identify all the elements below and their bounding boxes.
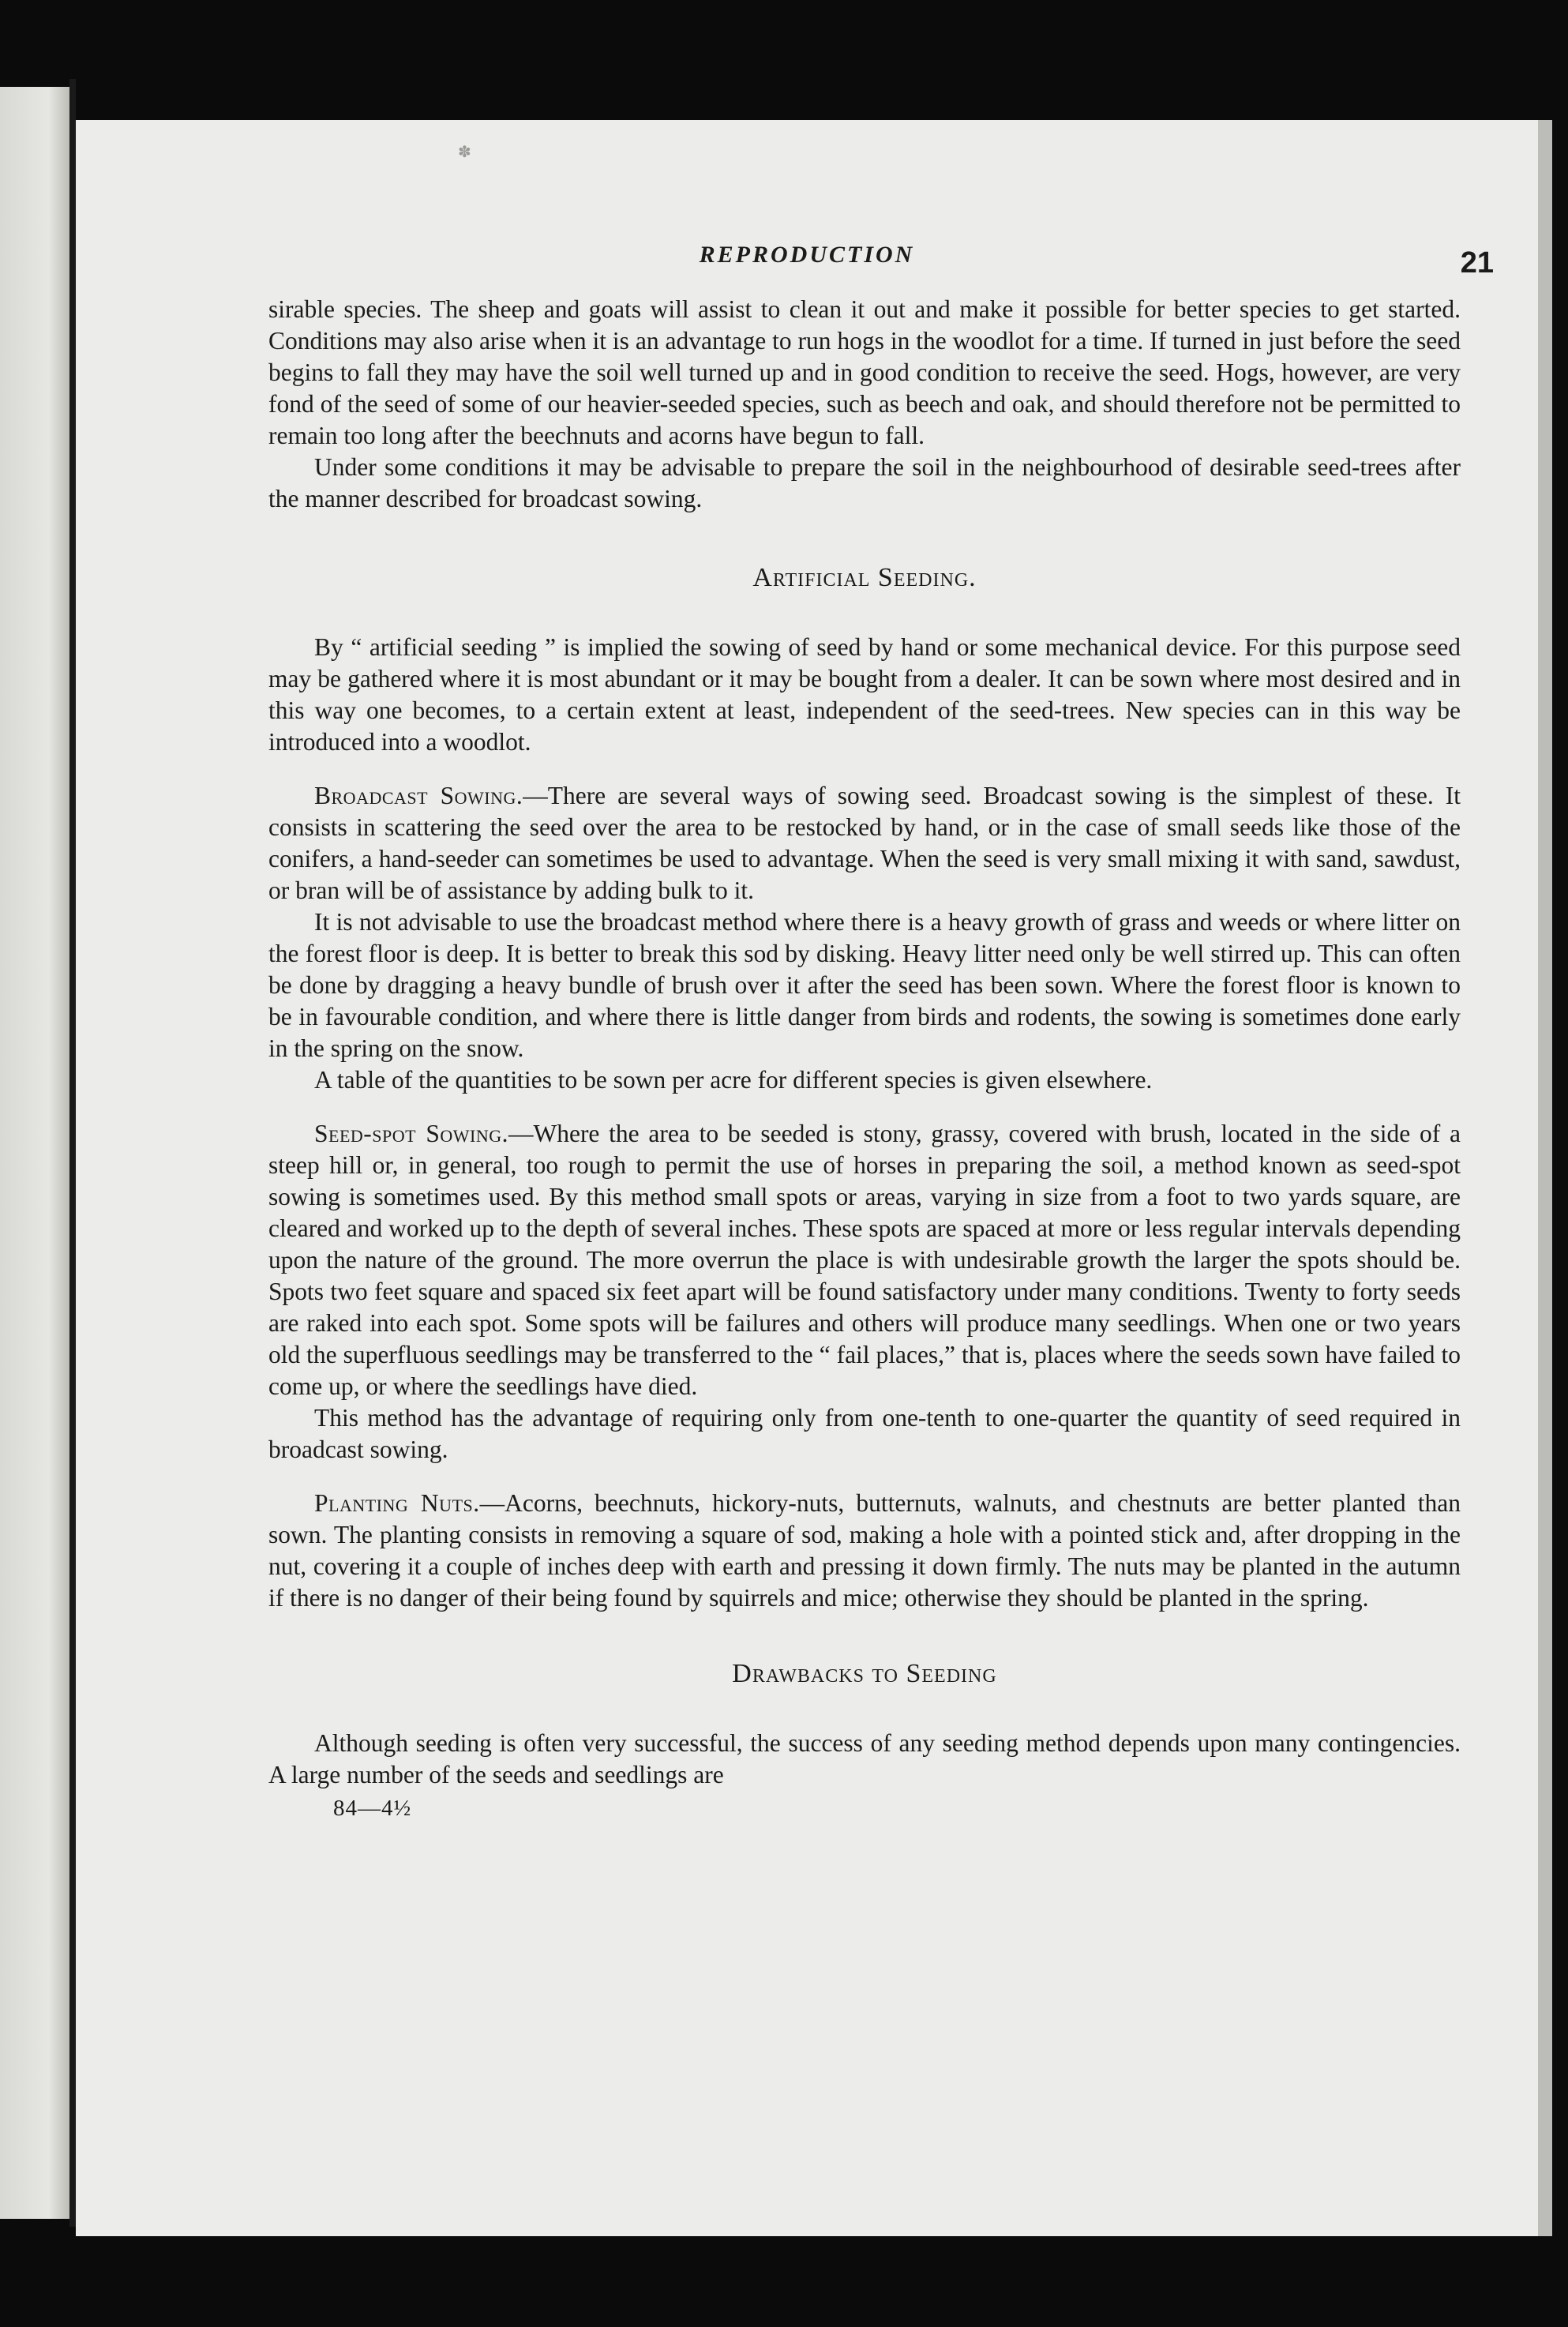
paragraph-broadcast-sowing <box>268 780 1461 906</box>
paragraph-planting-nuts <box>268 1488 1461 1614</box>
running-head: REPRODUCTION <box>699 242 915 268</box>
page-header <box>76 237 1538 280</box>
scan-mark-icon: ✽ <box>458 144 471 161</box>
text-planting-nuts: —Acorns, beechnuts, hickory-nuts, butternuts, walnuts, and chestnuts are better planted than sown. The planting consists in removing a square of sod, making a hole with a pointed stick and, after dropping in the nut, covering it a couple of inches deep with earth and pressing it down firmly. The nuts may be planted in the autumn if there is no danger of their being found by squirrels and mice; otherwise they should be planted in the spring. <box>268 1489 1461 1612</box>
printer-signature-mark: 84—4½ <box>333 1796 412 1821</box>
paragraph-seed-spot-sowing <box>268 1118 1461 1402</box>
page-number: 21 <box>1460 246 1494 280</box>
section-heading-artificial-seeding: Artificial Seeding. <box>752 563 977 592</box>
runin-broadcast-sowing: Broadcast Sowing. <box>314 782 523 809</box>
paragraph-continued: sirable species. The sheep and goats will assist to clean it out and make it possible for better species to get started. Conditions may also arise when it is an advantage to run hogs in the woodlot for a time. If turned in just before the seed begins to fall they may have the soil well turned up and in good condition to receive the seed. Hogs, however, are very fond of the seed of some of our heavier-seeded species, such as beech and oak, and should therefore not be permitted to remain too long after the beechnuts and acorns have begun to fall. <box>268 295 1461 449</box>
text-broadcast-sowing: —There are several ways of sowing seed. Broadcast sowing is the simplest of these. It consists in scattering the seed over the area to be restocked by hand, or in the case of small seeds like those of the conifers, a hand-seeder can sometimes be used to advantage. When the seed is very small mixing it with sand, sawdust, or bran will be of assistance by adding bulk to it. <box>268 782 1461 904</box>
paragraph-seed-spot-advantage: This method has the advantage of requiring only from one-tenth to one-quarter the quantity of seed required in broadcast sowing. <box>268 1404 1461 1463</box>
paragraph-drawbacks: Although seeding is often very successful, the success of any seeding method depends upon many contingencies. A large number of the seeds and seedlings are <box>268 1729 1461 1788</box>
runin-planting-nuts: Planting Nuts. <box>314 1489 480 1517</box>
runin-seed-spot-sowing: Seed-spot Sowing. <box>314 1120 508 1147</box>
paragraph-artificial-definition: By “ artificial seeding ” is implied the sowing of seed by hand or some mechanical device. For this purpose seed may be gathered where it is most abundant or it may be bought from a dealer. It can be sown where most desired and in this way one becomes, to a certain extent at least, independent of the seed-trees. New species can in this way be introduced into a woodlot. <box>268 633 1461 756</box>
page-body <box>268 294 1461 1824</box>
paragraph-quantities-table: A table of the quantities to be sown per acre for different species is given elsewhere. <box>314 1066 1153 1094</box>
text-seed-spot-sowing: —Where the area to be seeded is stony, grassy, covered with brush, located in the side of a steep hill or, in general, too rough to permit the use of horses in preparing the soil, a method known as seed-spot sowing is sometimes used. By this method small spots or areas, varying in size from a foot to two yards square, are cleared and worked up to the depth of several inches. These spots are spaced at more or less regular intervals depending upon the nature of the ground. The more overrun the place is with undesirable growth the larger the spots should be. Spots two feet square and spaced six feet apart will be found satisfactory under many conditions. Twenty to forty seeds are raked into each spot. Some spots will be failures and others will produce many seedlings. When one or two years old the superfluous seedlings may be transferred to the “ fail places,” that is, places where the seeds sown have failed to come up, or where the seedlings have died. <box>268 1120 1461 1400</box>
paragraph-seed-trees: Under some conditions it may be advisable to prepare the soil in the neighbourhood of desirable seed-trees after the manner described for broadcast sowing. <box>268 453 1461 512</box>
facing-page-edge <box>0 87 69 2219</box>
book-page <box>76 120 1552 2236</box>
section-heading-drawbacks: Drawbacks to Seeding <box>732 1659 997 1688</box>
paragraph-broadcast-conditions: It is not advisable to use the broadcast method where there is a heavy growth of grass and weeds or where litter on the forest floor is deep. It is better to break this sod by disking. Heavy litter need only be well stirred up. This can often be done by dragging a heavy bundle of brush over it after the seed has been sown. Where the forest floor is known to be in favourable condition, and where there is little danger from birds and rodents, the sowing is sometimes done early in the spring on the snow. <box>268 908 1461 1062</box>
book-binding <box>69 79 76 2227</box>
